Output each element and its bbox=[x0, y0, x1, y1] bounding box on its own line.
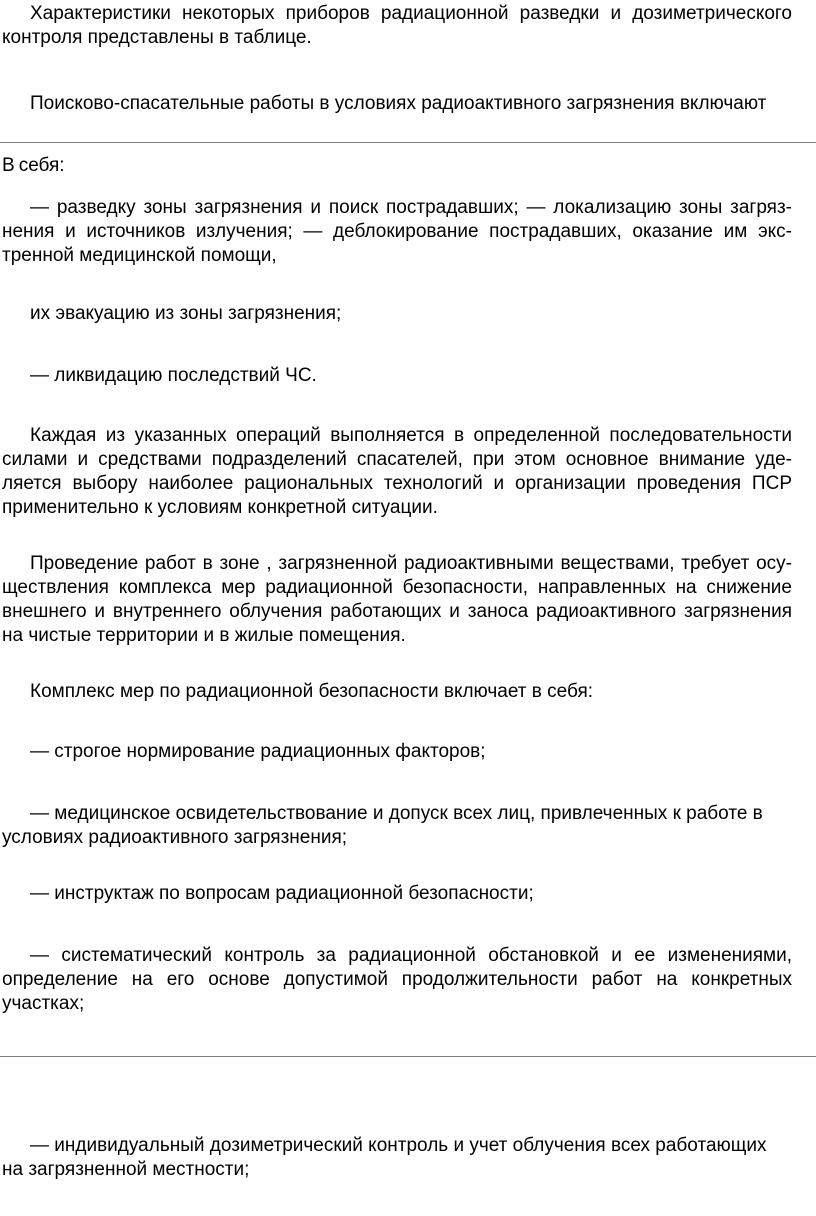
paragraph-instruction: — инструктаж по вопросам радиационной безопасности; bbox=[30, 883, 534, 904]
paragraph-instruments-table: Характеристики некоторых приборов радиационной разведки и дозиметрического контроля представлены в таблице. bbox=[2, 3, 792, 48]
paragraph-includes bbox=[2, 154, 792, 178]
paragraph-systematic-control: — систематический контроль за радиационной обстановкой и ее изменениями, определение на его основе допустимой продолжительности работ на конкретных участках; bbox=[2, 945, 792, 1014]
paragraph-individual-dosimetry: — индивидуальный дозиметрический контроль и учет облучения всех работающих на загрязненной местности; bbox=[2, 1135, 767, 1180]
paragraph-radiation-safety-measures: Проведение работ в зоне , загрязненной радиоактивными веществами, требует осу-ществления комплекса мер радиационной безопасности, направленных на снижение внешнего и внутреннего облучения работающих и заноса радиоактивного загрязнения на чистые территории и в жилые помещения. bbox=[2, 553, 792, 646]
page-break-line-2 bbox=[0, 1056, 816, 1057]
paragraph-medical-examination: — медицинское освидетельствование и допуск всех лиц, привлеченных к работе в условиях радиоактивного загрязнения; bbox=[2, 803, 763, 848]
paragraph-measures-complex: Комплекс мер по радиационной безопасности включает в себя: bbox=[30, 681, 594, 702]
paragraph-operations-sequence: Каждая из указанных операций выполняется в определенной последовательности силами и средствами подразделений спасателей, при этом основное внимание уде-ляется выбору наиболее рациональных технологий и организации проведения ПСР применительно к условиям конкретной ситуации. bbox=[2, 425, 792, 518]
paragraph-reconnaissance-list: — разведку зоны загрязнения и поиск пострадавших; — локализацию зоны загряз-нения и источников излучения; — деблокирование пострадавших, оказание им экс-тренной медицинской помощи, bbox=[2, 197, 792, 266]
page-break-line bbox=[0, 142, 816, 143]
paragraph-evacuation: их эвакуацию из зоны загрязнения; bbox=[30, 303, 342, 324]
paragraph-includes-lead: В bbox=[2, 155, 15, 176]
paragraph-liquidation: — ликвидацию последствий ЧС. bbox=[30, 365, 317, 386]
paragraph-includes-rest: себя: bbox=[18, 155, 65, 176]
paragraph-strict-rating: — строгое нормирование радиационных факторов; bbox=[30, 741, 486, 762]
paragraph-rescue-works-intro: Поисково-спасательные работы в условиях радиоактивного загрязнения включают bbox=[30, 93, 767, 114]
